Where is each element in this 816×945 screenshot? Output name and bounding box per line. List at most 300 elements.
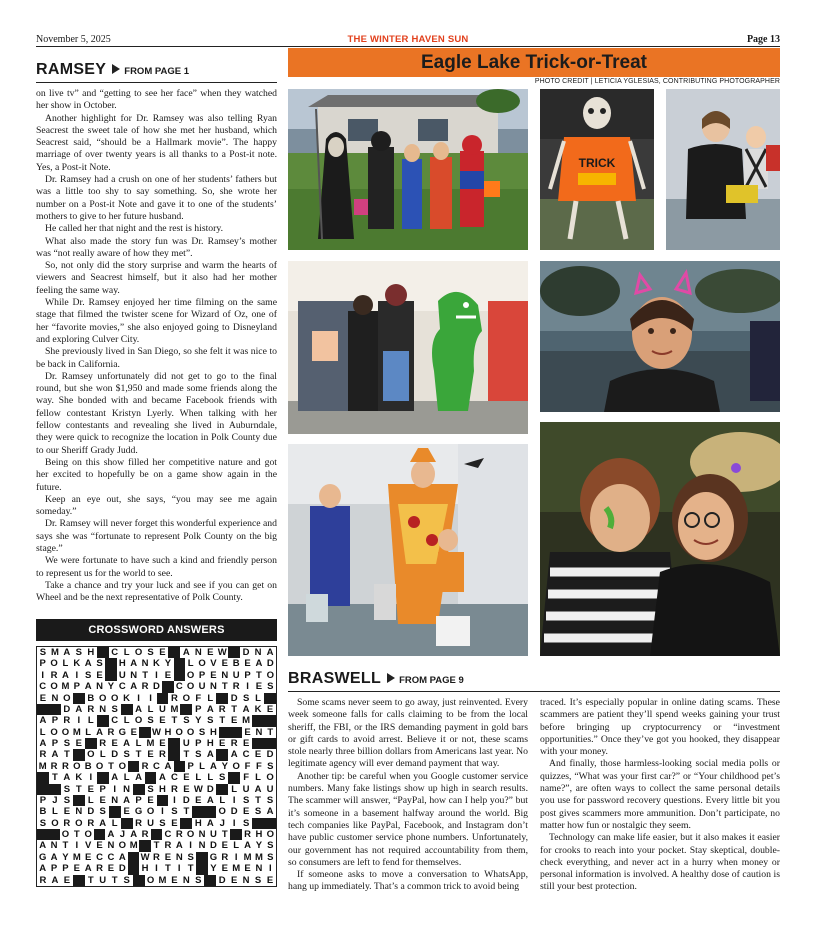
crossword-letter: C xyxy=(107,851,115,863)
crossword-letter: R xyxy=(230,738,238,750)
crossword-letter: A xyxy=(39,863,47,875)
crossword-letter: U xyxy=(232,669,240,681)
ramsey-rule xyxy=(36,82,277,83)
crossword-letter: R xyxy=(107,726,115,738)
crossword-letter: O xyxy=(186,829,195,841)
crossword-block xyxy=(151,829,162,840)
crossword-letter: I xyxy=(177,863,181,875)
ramsey-paragraph: So, not only did the story surprise and warm the hearts of viewers and Seacrest himself, but it also had her mother feeling the same way. xyxy=(36,260,277,296)
crossword-letter: D xyxy=(266,749,274,761)
crossword-letter: S xyxy=(267,681,274,693)
crossword-letter: I xyxy=(89,772,93,784)
crossword-letter: E xyxy=(147,794,154,806)
crossword-letter: O xyxy=(63,692,71,704)
crossword-letter: B xyxy=(39,806,47,818)
crossword-letter: S xyxy=(39,817,47,829)
crossword-letter: E xyxy=(242,806,250,818)
crossword-letter: O xyxy=(232,760,240,772)
crossword-letter: N xyxy=(111,794,119,806)
crossword-letter: R xyxy=(244,829,251,841)
crossword-letter: E xyxy=(107,863,115,875)
crossword-block xyxy=(49,784,61,795)
crossword-answers-header: CROSSWORD ANSWERS xyxy=(36,619,277,641)
crossword-letter: T xyxy=(108,760,114,772)
crossword-letter: N xyxy=(221,669,229,681)
crossword-block xyxy=(174,761,185,772)
crossword-letter: S xyxy=(267,840,274,852)
crossword-letter: N xyxy=(198,840,206,852)
crossword-letter: R xyxy=(175,829,183,841)
crossword-letter: R xyxy=(141,681,149,693)
braswell-column-2 xyxy=(540,697,780,894)
crossword-letter: A xyxy=(209,760,217,772)
crossword-letter: N xyxy=(130,669,138,681)
crossword-letter: A xyxy=(63,647,71,658)
crossword-block xyxy=(105,658,116,669)
crossword-block xyxy=(128,863,139,874)
crossword-letter: C xyxy=(164,829,172,841)
crossword-block xyxy=(48,829,59,840)
crossword-block xyxy=(97,647,109,658)
crossword-letter: A xyxy=(130,829,138,841)
crossword-letter: I xyxy=(149,692,152,704)
crossword-block xyxy=(157,795,169,806)
crossword-block xyxy=(37,772,49,783)
crossword-letter: S xyxy=(147,783,154,795)
crossword-letter: A xyxy=(39,840,47,852)
crossword-letter: T xyxy=(183,749,190,761)
crossword-letter: T xyxy=(231,703,238,715)
crossword-letter: E xyxy=(219,738,226,750)
crossword-letter: G xyxy=(209,851,218,863)
crossword-letter: S xyxy=(111,703,118,715)
crossword-letter: H xyxy=(206,738,214,750)
crossword-letter: M xyxy=(170,703,179,715)
crossword-letter: A xyxy=(206,794,214,806)
crossword-letter: H xyxy=(255,829,263,841)
ramsey-jump-head xyxy=(36,61,189,79)
crossword-letter: E xyxy=(85,851,92,863)
crossword-letter: P xyxy=(51,715,59,727)
crossword-letter: P xyxy=(51,738,59,750)
crossword-letter: E xyxy=(195,794,202,806)
crossword-letter: R xyxy=(99,738,107,750)
crossword-letter: O xyxy=(50,726,58,738)
crossword-block xyxy=(37,704,49,715)
crossword-block xyxy=(252,738,264,749)
crossword-letter: C xyxy=(39,681,47,693)
crossword-block xyxy=(216,693,228,704)
crossword-letter: O xyxy=(73,760,81,772)
crossword-letter: A xyxy=(244,840,251,852)
crossword-letter: R xyxy=(221,851,229,863)
feature-banner: Eagle Lake Trick-or-Treat xyxy=(288,48,780,77)
crossword-letter: O xyxy=(95,760,104,772)
crossword-letter: S xyxy=(242,794,250,806)
crossword-letter: W xyxy=(140,851,150,863)
ramsey-paragraph: Keep an eye out, she says, “you may see me again someday.” xyxy=(36,493,277,518)
braswell-rule xyxy=(288,691,780,692)
crossword-letter: M xyxy=(158,874,167,886)
crossword-letter: C xyxy=(118,681,126,693)
crossword-block xyxy=(49,704,61,715)
crossword-letter: E xyxy=(99,794,106,806)
crossword-block xyxy=(168,647,180,658)
crossword-letter: E xyxy=(171,874,178,886)
crossword-letter: I xyxy=(234,851,238,863)
crossword-letter: I xyxy=(137,692,140,704)
crossword-letter: T xyxy=(183,806,190,818)
crossword-block xyxy=(230,829,241,840)
crossword-letter: L xyxy=(39,726,46,738)
crossword-letter: T xyxy=(219,715,226,727)
crossword-letter: P xyxy=(73,681,80,693)
crossword-block xyxy=(168,738,180,749)
ramsey-paragraph: on live tv” and “getting to see her face” when they watched her show in October. xyxy=(36,88,277,112)
crossword-block xyxy=(133,875,145,886)
crossword-letter: E xyxy=(244,658,251,670)
crossword-letter: E xyxy=(266,874,274,886)
crossword-letter: O xyxy=(118,760,127,772)
crossword-letter: A xyxy=(123,794,131,806)
crossword-letter: A xyxy=(51,749,59,761)
crossword-letter: O xyxy=(266,829,274,841)
crossword-letter: S xyxy=(171,806,178,818)
crossword-letter: A xyxy=(130,658,138,670)
crossword-block xyxy=(174,658,185,669)
crossword-letter: N xyxy=(96,681,104,693)
crossword-letter: S xyxy=(123,874,130,886)
crossword-letter: O xyxy=(175,726,183,738)
crossword-block xyxy=(264,738,276,749)
ramsey-paragraph: Being on this show filled her competitive nature and got her excited to hopefully be on a game show again in the future. xyxy=(36,456,277,493)
crossword-letter: R xyxy=(39,749,47,761)
header-rule xyxy=(36,46,780,47)
crossword-block xyxy=(128,761,139,772)
braswell-paragraph: Another tip: be careful when you Google customer service numbers. Many fake listings show up high in search results. The scammer will answer, “PayPal, how can I help you?” but it’s someone in a basement halfway around the world. Big tech companies like PayPal, Facebook, and Instagram don’t have public customer service phone numbers. Unfortunately, our government has not required accountability from them, so consumers are left to fend for themselves. xyxy=(288,770,528,868)
crossword-block xyxy=(196,863,207,874)
photo-credit: PHOTO CREDIT | LETICIA YGLESIAS, CONTRIBUTING PHOTOGRAPHER xyxy=(534,78,780,85)
crossword-letter: D xyxy=(266,658,274,670)
ramsey-paragraph: She previously lived in San Diego, so she felt it was nice to be back in California. xyxy=(36,346,277,370)
crossword-letter: P xyxy=(195,703,202,715)
crossword-block xyxy=(264,715,276,726)
crossword-letter: P xyxy=(39,794,47,806)
crossword-letter: T xyxy=(221,829,228,841)
crossword-block xyxy=(216,749,228,760)
crossword-letter: F xyxy=(256,760,262,772)
crossword-letter: S xyxy=(96,658,103,670)
crossword-letter: R xyxy=(87,703,95,715)
crossword-letter: S xyxy=(159,817,166,829)
crossword-letter: A xyxy=(39,715,47,727)
crossword-letter: I xyxy=(41,669,44,681)
crossword-letter: S xyxy=(267,851,274,863)
crossword-letter: R xyxy=(63,817,71,829)
crossword-letter: T xyxy=(164,863,171,875)
crossword-letter: S xyxy=(147,715,154,727)
crossword-block xyxy=(97,715,109,726)
crossword-block xyxy=(180,818,192,829)
crossword-letter: H xyxy=(209,726,217,738)
crossword-letter: G xyxy=(118,726,127,738)
crossword-letter: S xyxy=(267,760,274,772)
crossword-letter: E xyxy=(130,726,137,738)
crossword-letter: A xyxy=(135,703,142,715)
crossword-block xyxy=(252,818,264,829)
crossword-letter: S xyxy=(207,715,214,727)
crossword-letter: L xyxy=(99,749,106,761)
crossword-letter: S xyxy=(183,715,190,727)
crossword-letter: A xyxy=(266,647,274,658)
crossword-letter: U xyxy=(147,817,154,829)
crossword-letter: C xyxy=(111,715,119,727)
crossword-letter: D xyxy=(209,840,217,852)
crossword-letter: N xyxy=(255,726,263,738)
crossword-block xyxy=(121,818,133,829)
crossword-block xyxy=(157,693,169,704)
crossword-block xyxy=(168,749,180,760)
crossword-letter: E xyxy=(164,669,172,681)
crossword-letter: P xyxy=(187,760,194,772)
photo-crowd-dinosaur xyxy=(288,261,528,434)
crossword-letter: S xyxy=(195,749,202,761)
crossword-letter: A xyxy=(254,783,262,795)
crossword-letter: D xyxy=(111,749,119,761)
crossword-block xyxy=(192,806,204,817)
crossword-letter: E xyxy=(147,749,154,761)
crossword-letter: T xyxy=(153,840,160,852)
crossword-letter: M xyxy=(232,863,241,875)
crossword-letter: I xyxy=(189,840,192,852)
crossword-block xyxy=(252,715,264,726)
ramsey-from: FROM PAGE 1 xyxy=(124,66,190,77)
ramsey-article-body xyxy=(36,88,277,604)
crossword-letter: L xyxy=(62,658,69,670)
crossword-letter: N xyxy=(50,840,58,852)
crossword-letter: E xyxy=(255,681,263,693)
crossword-letter: J xyxy=(119,829,125,841)
crossword-letter: T xyxy=(62,840,69,852)
crossword-letter: I xyxy=(155,669,158,681)
crossword-block xyxy=(94,829,105,840)
crossword-letter: E xyxy=(210,669,217,681)
crossword-letter: N xyxy=(209,681,217,693)
crossword-block xyxy=(139,840,150,851)
arrow-icon xyxy=(387,673,395,683)
crossword-letter: P xyxy=(62,863,69,875)
crossword-letter: U xyxy=(242,783,250,795)
crossword-letter: M xyxy=(50,647,59,658)
photo-mother-child xyxy=(540,422,780,656)
ramsey-paragraph: Dr. Ramsey had a crush on one of her students’ fathers but was a little too shy to say something. So, she wrote her number on a Post-it Note and gave it to one of the students’ mothers to give to her future husband. xyxy=(36,174,277,222)
crossword-letter: E xyxy=(159,738,166,750)
crossword-letter: A xyxy=(99,817,107,829)
crossword-letter: A xyxy=(135,772,142,784)
braswell-paragraph: traced. It’s especially popular in online dating scams. These scammers are patient they’ll spend weeks gaining your trust before bringing up cryptocurrency or “investment opportunities.” Once they’ve got you hooked, they disappear with your money. xyxy=(540,697,780,758)
crossword-letter: A xyxy=(84,681,92,693)
crossword-letter: N xyxy=(182,874,190,886)
crossword-letter: A xyxy=(111,772,119,784)
crossword-letter: A xyxy=(130,681,138,693)
crossword-letter: O xyxy=(134,647,143,658)
crossword-letter: E xyxy=(207,647,214,658)
arrow-icon xyxy=(112,64,120,74)
crossword-letter: C xyxy=(175,681,183,693)
crossword-block xyxy=(174,670,185,681)
crossword-letter: S xyxy=(266,794,274,806)
crossword-letter: K xyxy=(123,692,131,704)
crossword-letter: J xyxy=(219,817,225,829)
crossword-letter: D xyxy=(206,783,214,795)
crossword-letter: E xyxy=(123,806,130,818)
crossword-letter: A xyxy=(242,703,250,715)
crossword-letter: A xyxy=(118,851,126,863)
crossword-letter: Y xyxy=(107,681,115,693)
crossword-letter: P xyxy=(244,669,251,681)
crossword-letter: T xyxy=(267,726,274,738)
crossword-letter: O xyxy=(146,874,155,886)
crossword-letter: D xyxy=(182,794,190,806)
crossword-letter: S xyxy=(195,874,202,886)
crossword-letter: A xyxy=(51,874,59,886)
crossword-letter: N xyxy=(198,829,206,841)
crossword-letter: R xyxy=(141,760,149,772)
crossword-letter: N xyxy=(254,647,262,658)
crossword-letter: T xyxy=(256,669,262,681)
crossword-letter: O xyxy=(51,817,59,829)
crossword-letter: N xyxy=(99,703,107,715)
crossword-letter: D xyxy=(63,703,71,715)
crossword-letter: L xyxy=(199,760,205,772)
crossword-letter: E xyxy=(39,692,47,704)
crossword-letter: C xyxy=(170,772,178,784)
crossword-block xyxy=(162,681,173,692)
crossword-letter: N xyxy=(107,840,115,852)
crossword-letter: L xyxy=(255,692,261,704)
crossword-letter: U xyxy=(266,783,274,795)
crossword-letter: S xyxy=(75,647,82,658)
crossword-letter: F xyxy=(195,692,202,704)
crossword-letter: W xyxy=(217,647,227,658)
crossword-letter: S xyxy=(39,647,47,658)
crossword-letter: I xyxy=(246,681,249,693)
crossword-letter: W xyxy=(152,726,161,738)
crossword-block xyxy=(219,727,230,738)
crossword-block xyxy=(204,806,216,817)
ramsey-paragraph: Take a chance and try your luck and see if you can get on Wheel and be the next representative of Polk County. xyxy=(36,579,277,604)
crossword-letter: A xyxy=(39,738,47,750)
crossword-letter: T xyxy=(171,715,178,727)
crossword-letter: U xyxy=(209,829,217,841)
crossword-letter: K xyxy=(75,772,83,784)
crossword-letter: S xyxy=(254,874,262,886)
crossword-letter: S xyxy=(123,749,130,761)
crossword-letter: P xyxy=(39,658,46,670)
crossword-letter: L xyxy=(111,817,118,829)
crossword-letter: D xyxy=(218,874,226,886)
crossword-letter: D xyxy=(153,681,160,693)
crossword-letter: S xyxy=(85,669,92,681)
crossword-letter: N xyxy=(255,863,263,875)
crossword-letter: I xyxy=(161,806,164,818)
crossword-letter: N xyxy=(123,783,131,795)
shirt-text: TRICK xyxy=(578,156,616,170)
photo-skeleton xyxy=(540,89,654,250)
crossword-letter: D xyxy=(87,806,95,818)
crossword-letter: R xyxy=(50,669,58,681)
braswell-title: BRASWELL xyxy=(288,670,382,687)
photo-woman-child xyxy=(666,89,780,250)
crossword-letter: E xyxy=(111,738,118,750)
crossword-letter: E xyxy=(159,715,166,727)
crossword-letter: R xyxy=(170,692,178,704)
crossword-letter: R xyxy=(170,783,178,795)
crossword-letter: D xyxy=(242,647,250,658)
crossword-letter: O xyxy=(134,715,143,727)
crossword-letter: E xyxy=(230,874,238,886)
crossword-letter: D xyxy=(230,806,238,818)
crossword-letter: B xyxy=(87,692,95,704)
crossword-letter: V xyxy=(85,840,92,852)
crossword-letter: C xyxy=(242,749,250,761)
crossword-letter: I xyxy=(75,840,79,852)
crossword-letter: O xyxy=(266,772,274,784)
ramsey-paragraph: Another highlight for Dr. Ramsey was also telling Ryan Seacrest the sweet tale of how she met her husband, which Seacrest said, “should be a Hallmark movie”. The happy marriage of over twenty years is all thanks to a Post-it note. Yes, a Post-it Note. xyxy=(36,112,277,173)
crossword-letter: E xyxy=(254,749,262,761)
photo-girl-cat-ears xyxy=(540,261,780,412)
crossword-letter: U xyxy=(159,703,166,715)
crossword-letter: S xyxy=(63,738,71,750)
crossword-letter: A xyxy=(159,772,166,784)
crossword-letter: R xyxy=(63,715,71,727)
newspaper-name: THE WINTER HAVEN SUN xyxy=(347,34,469,45)
crossword-letter: M xyxy=(146,738,155,750)
issue-date: November 5, 2025 xyxy=(36,34,111,45)
crossword-letter: S xyxy=(147,647,154,658)
crossword-block xyxy=(196,852,207,863)
crossword-letter: E xyxy=(221,840,228,852)
crossword-letter: B xyxy=(84,760,92,772)
braswell-column-1 xyxy=(288,697,528,894)
crossword-letter: O xyxy=(146,806,155,818)
crossword-letter: I xyxy=(232,817,236,829)
crossword-letter: S xyxy=(198,726,206,738)
crossword-letter: Y xyxy=(221,760,228,772)
crossword-letter: H xyxy=(87,647,95,658)
crossword-letter: A xyxy=(75,703,83,715)
crossword-letter: L xyxy=(87,715,94,727)
crossword-letter: L xyxy=(187,658,194,670)
crossword-letter: A xyxy=(96,726,104,738)
crossword-letter: A xyxy=(206,817,214,829)
crossword-letter: E xyxy=(230,715,238,727)
crossword-letter: T xyxy=(221,681,228,693)
crossword-letter: O xyxy=(75,817,83,829)
crossword-letter: O xyxy=(118,840,127,852)
crossword-letter: N xyxy=(242,874,250,886)
crossword-letter: A xyxy=(107,829,115,841)
crossword-letter: C xyxy=(153,760,160,772)
crossword-letter: R xyxy=(141,829,149,841)
crossword-letter: L xyxy=(123,647,130,658)
crossword-letter: U xyxy=(118,669,126,681)
crossword-letter: G xyxy=(134,806,143,818)
crossword-letter: R xyxy=(153,851,160,863)
crossword-letter: E xyxy=(244,726,251,738)
crossword-letter: P xyxy=(135,794,142,806)
crossword-letter: R xyxy=(87,817,95,829)
